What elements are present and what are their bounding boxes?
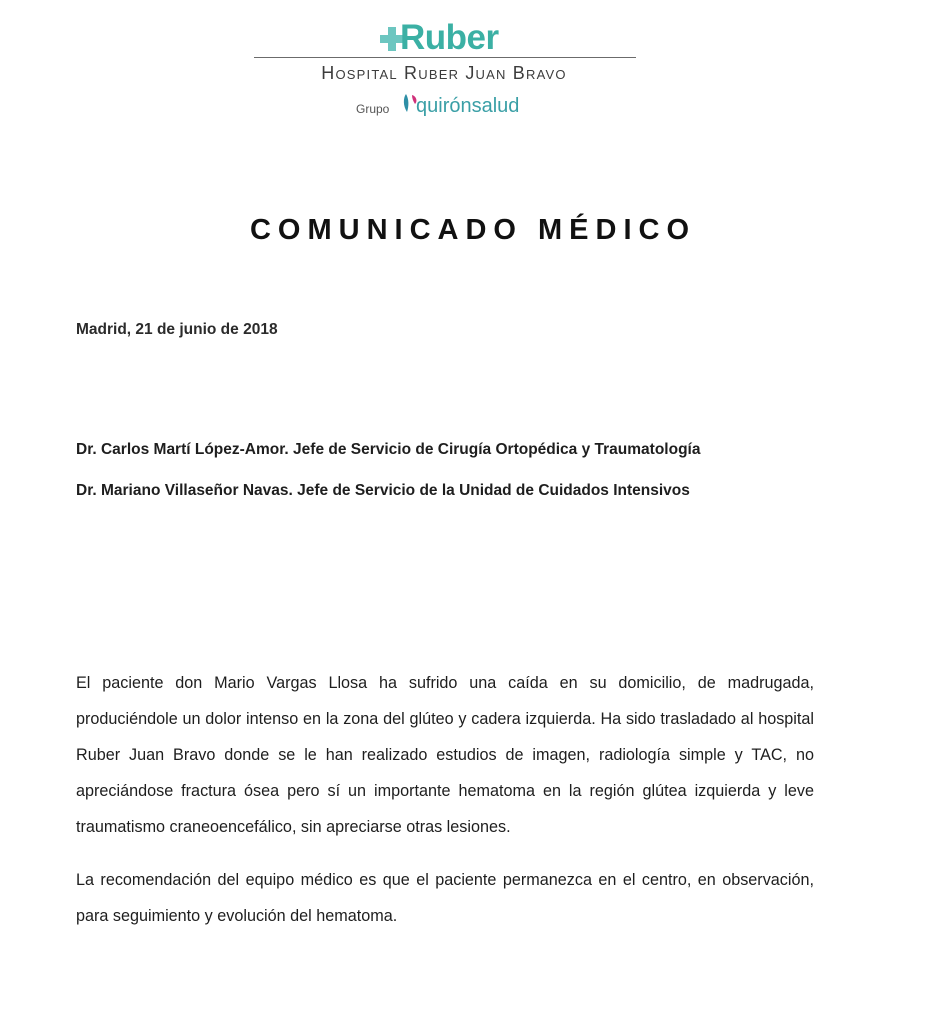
group-brand: quirónsalud	[416, 95, 520, 117]
signatory-line: Dr. Carlos Martí López-Amor. Jefe de Servicio de Cirugía Ortopédica y Traumatología	[76, 441, 701, 458]
group-logo	[352, 92, 552, 122]
group-label: Grupo	[356, 102, 390, 116]
date-line: Madrid, 21 de junio de 2018	[76, 321, 278, 338]
body-paragraph: La recomendación del equipo médico es que el paciente permanezca en el centro, en observación, para seguimiento y evolución del hematoma.	[76, 871, 814, 925]
brand-name: Ruber	[400, 18, 499, 57]
letterhead-rule	[254, 57, 636, 58]
document-title: COMUNICADO MÉDICO	[249, 214, 697, 246]
ruber-logo	[250, 18, 638, 58]
body-paragraph: El paciente don Mario Vargas Llosa ha sufrido una caída en su domicilio, de madrugada, produciéndole un dolor intenso en la zona del glúteo y cadera izquierda. Ha sido trasladado al hospital Ruber Juan Bravo donde se le han realizado estudios de imagen, radiología simple y TAC, no apreciándose fractura ósea pero sí un importante hematoma en la región glútea izquierda y leve traumatismo craneoencefálico, sin apreciarse otras lesiones.	[76, 674, 814, 836]
signatory-line: Dr. Mariano Villaseñor Navas. Jefe de Servicio de la Unidad de Cuidados Intensivos	[76, 482, 690, 499]
letterhead	[250, 18, 638, 126]
hospital-name: Hospital Ruber Juan Bravo	[321, 63, 567, 83]
